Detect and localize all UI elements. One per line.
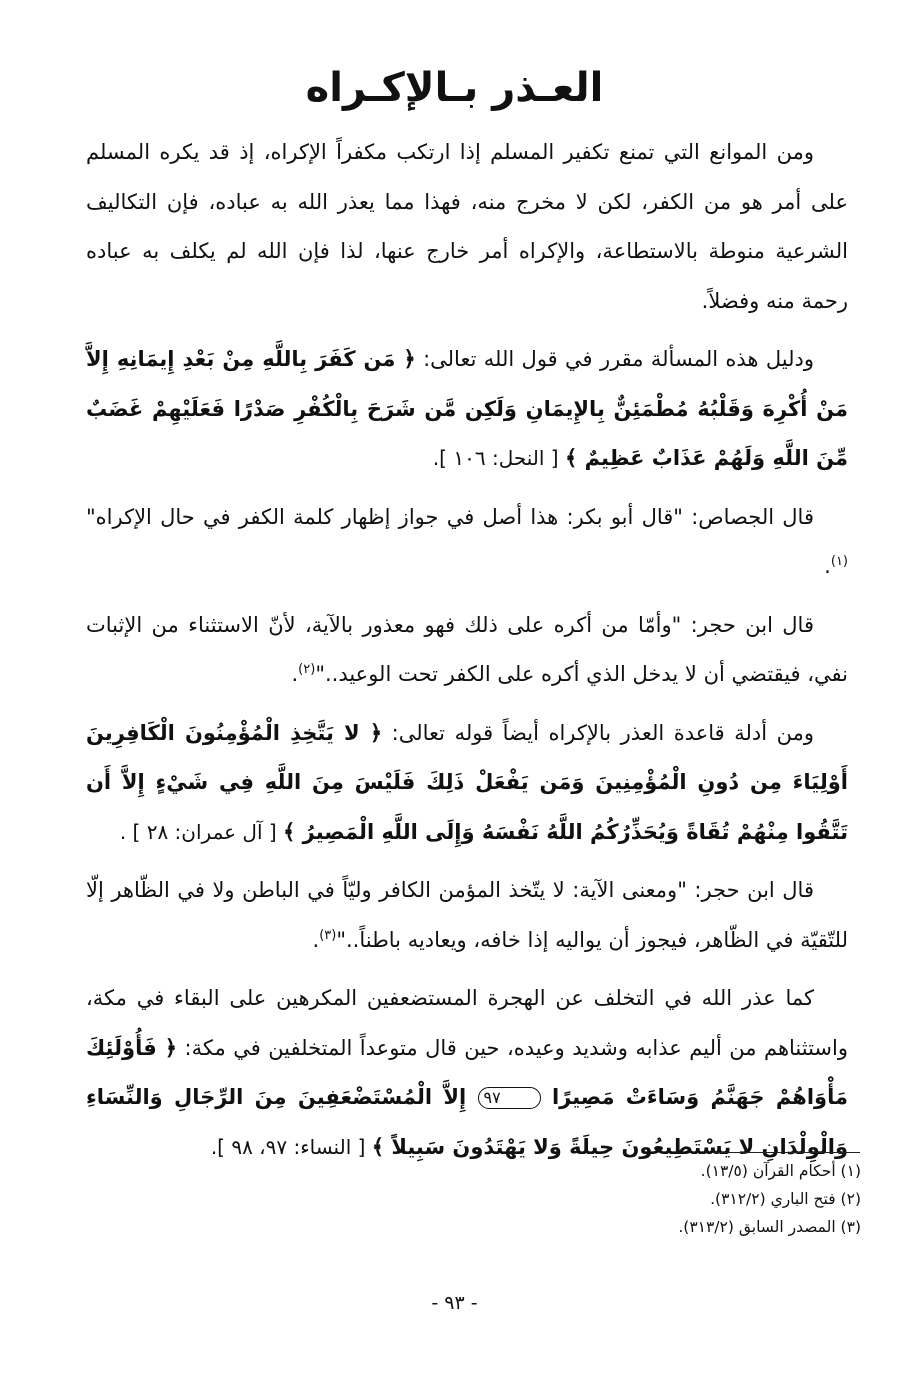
- page-title: العـذر بـالإكـراه: [305, 65, 604, 111]
- ayah-number-marker: ٩٧: [478, 1087, 541, 1109]
- footnote-marker: (٣): [319, 927, 337, 943]
- verse-reference: [ النحل: ١٠٦ ].: [432, 446, 565, 470]
- paragraph-lead: ومن أدلة قاعدة العذر بالإكراه أيضاً قوله تعالى:: [382, 720, 815, 745]
- paragraph-text: ومن الموانع التي تمنع تكفير المسلم إذا ارتكب مكفراً الإكراه، إذ قد يكره المسلم على أمر هو من الكفر، لكن لا مخرج منه، فهذا مما يعذر الله به عباده، فإن التكاليف الشرعية منوطة بالاستطاعة، والإكراه أمر خارج عنها، لذا فإن الله لم يكلف به عباده رحمة منه وفضلاً.: [86, 140, 848, 313]
- footnote-marker: (١): [830, 554, 848, 569]
- page-number: - ٩٣ -: [431, 1292, 478, 1314]
- sentence-end: .: [312, 927, 320, 952]
- paragraph-2: [86, 335, 848, 484]
- footnote-2: (٢) فتح الباري (٣١٢/٢).: [710, 1190, 861, 1208]
- paragraph-6: [86, 866, 848, 965]
- footnotes: [361, 1157, 861, 1241]
- sentence-end: .: [824, 554, 831, 578]
- quran-verse-continued: إِلاَّ الْمُسْتَضْعَفِينَ مِنَ الرِّجَالِ وَالنِّسَاءِ وَالْوِلْدَانِ لا يَسْتَطِيعُونَ حِيلَةً وَلا يَهْتَدُونَ سَبِيلاً ﴾: [86, 1085, 848, 1159]
- quote-text: قال ابن حجر: "وأمّا من أكره على ذلك فهو معذور بالآية، لأنّ الاستثناء من الإثبات نفي، فيقتضي أن لا يدخل الذي أكره على الكفر تحت الوعيد..": [86, 612, 848, 686]
- quran-verse: ﴿ فَأُوْلَئِكَ مَأْوَاهُمْ جَهَنَّمُ وَسَاءَتْ مَصِيرًا: [86, 1035, 848, 1109]
- footnote-separator: [712, 1152, 860, 1153]
- verse-reference: [ آل عمران: ٢٨ ] .: [119, 819, 284, 844]
- quote-text: قال الجصاص: "قال أبو بكر: هذا أصل في جواز إظهار كلمة الكفر في حال الإكراه": [86, 504, 814, 529]
- paragraph-3: [86, 493, 848, 592]
- footnote-1: (١) أحكام القرآن (١٣/٥).: [700, 1162, 861, 1180]
- quote-text: قال ابن حجر: "ومعنى الآية: لا يتّخذ المؤمن الكافر وليّاً في الباطن ولا في الظّاهر إلّا للتّقيّة في الظّاهر، فيجوز أن يواليه إذا خافه، ويعاديه باطناً..": [86, 878, 848, 952]
- paragraph-4: [86, 601, 848, 700]
- paragraph-lead: ودليل هذه المسألة مقرر في قول الله تعالى:: [415, 347, 814, 371]
- quran-verse: ﴿ مَن كَفَرَ بِاللَّهِ مِنْ بَعْدِ إِيمَانِهِ إِلاَّ مَنْ أُكْرِهَ وَقَلْبُهُ مُطْمَئِنٌّ بِالإِيمَانِ وَلَكِن مَّن شَرَحَ بِالْكُفْرِ صَدْرًا فَعَلَيْهِمْ غَضَبٌ مِّنَ اللَّهِ وَلَهُمْ عَذَابٌ عَظِيمٌ ﴾: [86, 347, 848, 470]
- main-text: [86, 128, 848, 1172]
- paragraph-7: [86, 974, 848, 1172]
- paragraph-lead: كما عذر الله في التخلف عن الهجرة المستضعفين المكرهين على البقاء في مكة، واستثناهم من أليم عذابه وشديد وعيده، حين قال متوعداً المتخلفين في مكة:: [86, 986, 848, 1060]
- footnote-3: (٣) المصدر السابق (٣١٣/٢).: [678, 1218, 861, 1236]
- quran-verse: ﴿ لا يَتَّخِذِ الْمُؤْمِنُونَ الْكَافِرِينَ أَوْلِيَاءَ مِن دُونِ الْمُؤْمِنِينَ وَمَن يَفْعَلْ ذَلِكَ فَلَيْسَ مِنَ اللَّهِ فِي شَيْءٍ إِلاَّ أَن تَتَّقُوا مِنْهُمْ تُقَاةً وَيُحَذِّرُكُمُ اللَّهُ نَفْسَهُ وَإِلَى اللَّهِ الْمَصِيرُ ﴾: [86, 720, 848, 844]
- paragraph-1: [86, 128, 848, 326]
- paragraph-5: [86, 709, 848, 858]
- sentence-end: .: [291, 662, 299, 686]
- footnote-marker: (٢): [298, 662, 316, 677]
- verse-reference: [ النساء: ٩٧، ٩٨ ].: [210, 1134, 372, 1159]
